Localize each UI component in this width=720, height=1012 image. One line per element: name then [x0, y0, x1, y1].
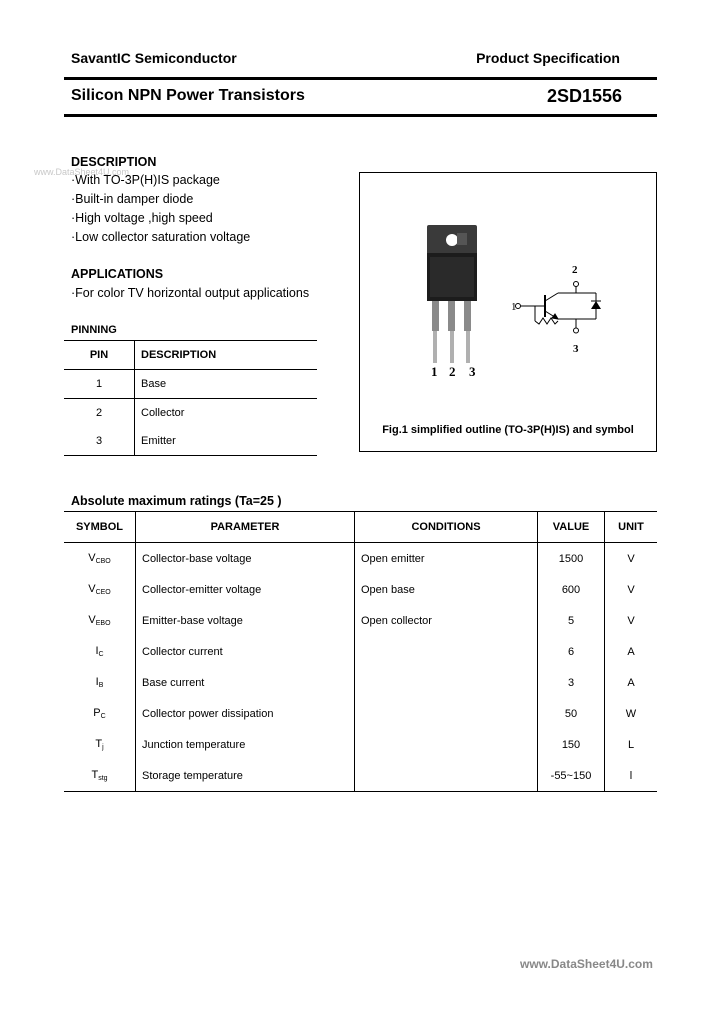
parameter-cell: Collector power dissipation: [136, 698, 355, 729]
symbol-subscript: CBO: [95, 558, 111, 565]
parameter-cell: Collector current: [136, 636, 355, 667]
unit-cell: W: [625, 707, 637, 720]
figure-caption: Fig.1 simplified outline (TO-3P(H)IS) and symbol: [382, 424, 634, 436]
ratings-title: Absolute maximum ratings (Ta=25 ): [71, 494, 282, 508]
symbol-cell: [64, 760, 136, 792]
description-heading: DESCRIPTION: [71, 155, 157, 169]
table-row: [64, 729, 657, 760]
header-rule-bottom: [64, 114, 657, 117]
symbol-subscript: C: [98, 651, 104, 658]
symbol-main: V: [88, 614, 96, 626]
conditions-col-header: CONDITIONS: [355, 512, 538, 543]
value-cell: -55~150: [538, 760, 605, 792]
package-pin-label: 3: [469, 364, 476, 379]
unit-cell: A: [627, 645, 635, 658]
value-cell: 150: [538, 729, 605, 760]
table-row: [64, 427, 317, 456]
footer-url: www.DataSheet4U.com: [520, 957, 653, 971]
parameter-cell: Storage temperature: [136, 760, 355, 792]
table-row: [64, 760, 657, 792]
transistor-symbol-icon: [516, 282, 602, 334]
unit-cell: V: [627, 614, 635, 627]
symbol-main: I: [95, 645, 99, 657]
table-row: [64, 370, 317, 399]
table-row: [64, 667, 657, 698]
conditions-cell: Open emitter: [355, 543, 538, 575]
conditions-cell: Open base: [355, 574, 538, 605]
unit-cell: L: [627, 738, 635, 751]
symbol-cell: [64, 667, 136, 698]
value-cell: 6: [538, 636, 605, 667]
package-image: [427, 225, 477, 363]
conditions-cell: [355, 729, 538, 760]
parameter-cell: Collector-base voltage: [136, 543, 355, 575]
package-pin-label: 1: [431, 364, 438, 379]
unit-cell: l: [605, 760, 658, 792]
figure-drawing: [360, 173, 656, 451]
symbol-main: P: [93, 707, 101, 719]
doc-type: Product Specification: [476, 50, 620, 66]
description-item: ·Built-in damper diode: [71, 192, 194, 206]
pin-description: Base: [135, 370, 318, 399]
symbol-cell: [64, 636, 136, 667]
unit-col-header: UNIT: [605, 512, 658, 543]
symbol-main: T: [95, 738, 103, 750]
value-cell: 50: [538, 698, 605, 729]
description-item: ·High voltage ,high speed: [71, 211, 213, 225]
pin-number: 2: [64, 399, 135, 428]
parameter-col-header: PARAMETER: [136, 512, 355, 543]
pin-description: Emitter: [135, 427, 318, 456]
ratings-table: [64, 511, 657, 792]
value-cell: 3: [538, 667, 605, 698]
table-row: [64, 543, 657, 575]
symbol-subscript: CEO: [95, 589, 111, 596]
symbol-col-header: SYMBOL: [64, 512, 136, 543]
symbol-subscript: C: [100, 713, 106, 720]
symbol-emitter-label: 3: [573, 343, 579, 355]
symbol-subscript: stg: [98, 775, 108, 782]
table-row: [64, 605, 657, 636]
unit-cell: V: [627, 552, 635, 565]
conditions-cell: [355, 698, 538, 729]
applications-item: ·For color TV horizontal output applications: [71, 286, 310, 300]
description-item: ·With TO-3P(H)IS package: [71, 173, 220, 187]
symbol-collector-label: 2: [572, 264, 578, 276]
table-row: [64, 636, 657, 667]
symbol-main: V: [88, 552, 96, 564]
value-cell: 1500: [538, 543, 605, 575]
symbol-main: V: [88, 583, 96, 595]
pin-number: 3: [64, 427, 135, 456]
conditions-cell: [355, 760, 538, 792]
symbol-subscript: B: [98, 682, 104, 689]
figure-box: [359, 172, 657, 452]
doc-title: Silicon NPN Power Transistors: [71, 87, 305, 104]
parameter-cell: Junction temperature: [136, 729, 355, 760]
pinning-table: [64, 340, 317, 456]
symbol-cell: [64, 543, 136, 575]
applications-heading: APPLICATIONS: [71, 267, 164, 281]
value-col-header: VALUE: [538, 512, 605, 543]
symbol-subscript: EBO: [95, 620, 111, 627]
company-name: SavantIC Semiconductor: [71, 50, 237, 66]
pin-col-header: PIN: [64, 341, 135, 370]
symbol-cell: [64, 698, 136, 729]
table-row: [64, 698, 657, 729]
parameter-cell: Collector-emitter voltage: [136, 574, 355, 605]
watermark: www.DataSheet4U.com: [34, 167, 130, 177]
parameter-cell: Emitter-base voltage: [136, 605, 355, 636]
value-cell: 5: [538, 605, 605, 636]
description-list: [71, 171, 250, 247]
value-cell: 600: [538, 574, 605, 605]
unit-cell: V: [627, 583, 635, 596]
part-number: 2SD1556: [546, 86, 622, 106]
package-pin-label: 2: [449, 364, 456, 379]
symbol-cell: [64, 574, 136, 605]
symbol-cell: [64, 605, 136, 636]
symbol-base-label: 1: [511, 301, 517, 313]
pinning-heading: PINNING: [71, 324, 117, 336]
pin-number: 1: [64, 370, 135, 399]
symbol-cell: [64, 729, 136, 760]
conditions-cell: [355, 636, 538, 667]
symbol-subscript: j: [102, 744, 104, 751]
parameter-cell: Base current: [136, 667, 355, 698]
desc-col-header: DESCRIPTION: [135, 341, 318, 370]
symbol-main: T: [91, 769, 99, 781]
conditions-cell: Open collector: [355, 605, 538, 636]
pin-description: Collector: [141, 407, 185, 419]
unit-cell: A: [627, 676, 635, 689]
symbol-main: I: [95, 676, 99, 688]
table-row: [64, 574, 657, 605]
table-row: [64, 399, 317, 428]
description-item: ·Low collector saturation voltage: [71, 230, 251, 244]
header-rule-top: [64, 77, 657, 80]
conditions-cell: [355, 667, 538, 698]
